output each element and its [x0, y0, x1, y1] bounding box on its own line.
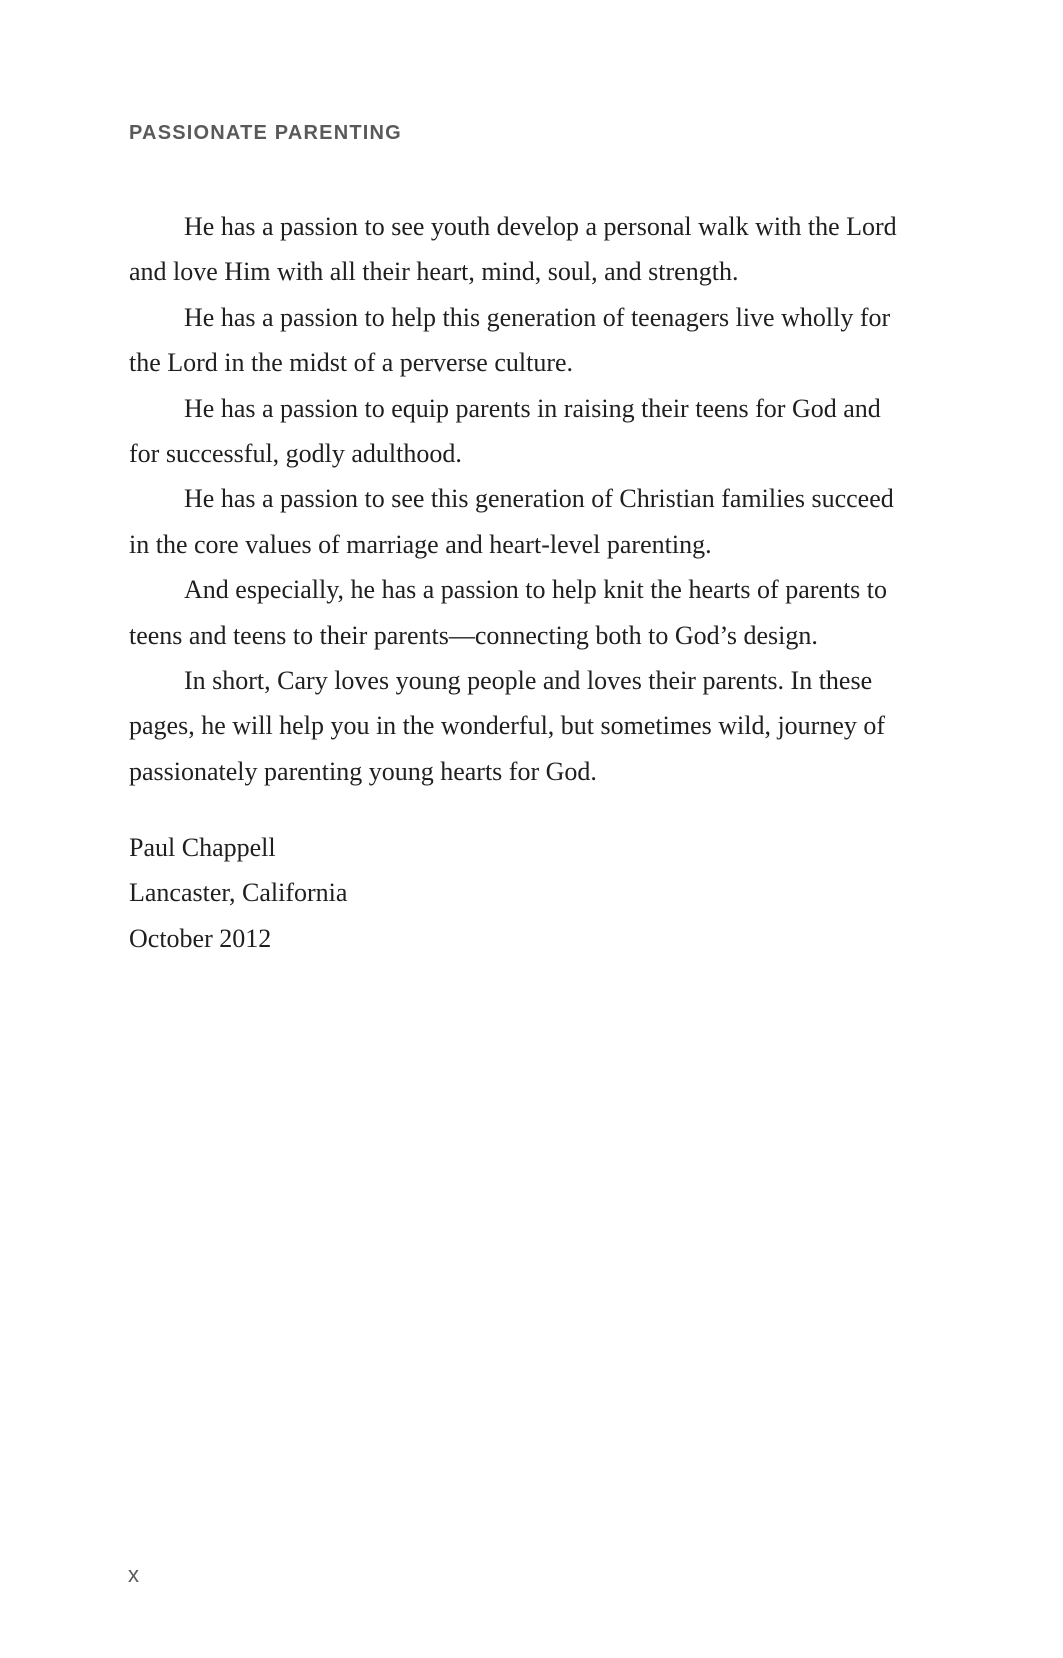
- signature-name: Paul Chappell: [129, 833, 276, 862]
- signature-date: October 2012: [129, 923, 272, 953]
- paragraph-teenagers: He has a passion to help this generation of teenagers live wholly for the Lord in the midst of a perverse culture.: [129, 302, 891, 378]
- body-text: [129, 204, 922, 794]
- paragraph-in-short: In short, Cary loves young people and loves their parents. In these pages, he will help you in the wonderful, but sometimes wild, journey of passionately parenting young hearts for God.: [129, 666, 886, 786]
- paragraph-christian-families: He has a passion to see this generation of Christian families succeed in the core values of marriage and heart-level parenting.: [129, 484, 894, 559]
- paragraph-youth-walk: He has a passion to see youth develop a personal walk with the Lord and love Him with all their heart, mind, soul, and strength.: [129, 212, 897, 287]
- paragraph-knit-hearts: And especially, he has a passion to help knit the hearts of parents to teens and teens to their parents—connecting both to God’s design.: [129, 575, 888, 650]
- signature-location: Lancaster, California: [129, 878, 348, 908]
- signature-block: [129, 825, 347, 961]
- page-number: x: [128, 1562, 139, 1587]
- paragraph-equip-parents: He has a passion to equip parents in raising their teens for God and for successful, godly adulthood.: [129, 393, 881, 469]
- running-head: PASSIONATE PARENTING: [129, 122, 402, 144]
